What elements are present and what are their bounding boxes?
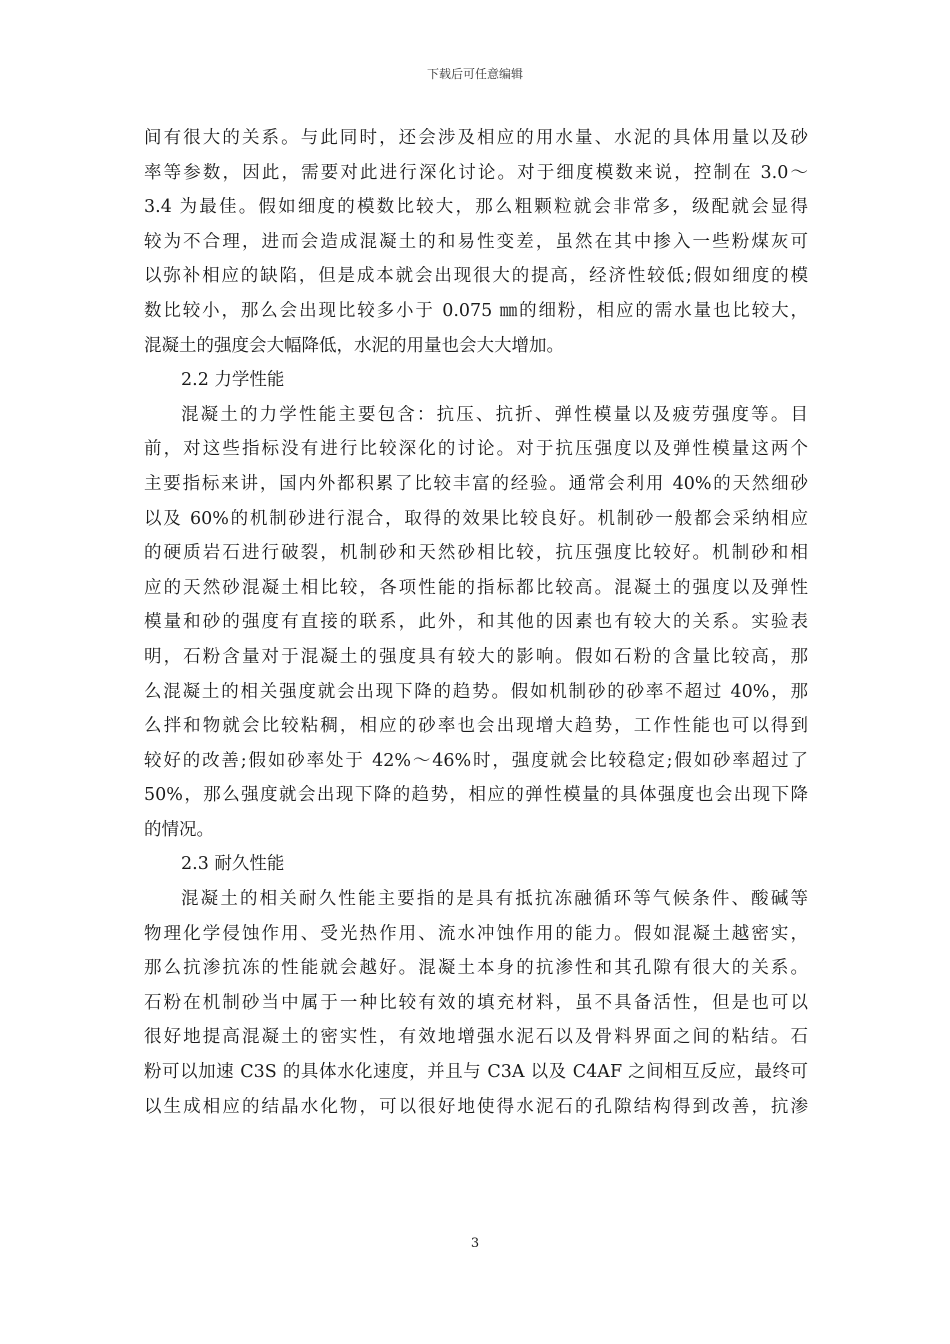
paragraph <box>144 882 808 1124</box>
text-line: 间有很大的关系。与此同时，还会涉及相应的用水量、水泥的具体用量以及砂 <box>144 128 808 148</box>
text-line: 物理化学侵蚀作用、受光热作用、流水冲蚀作用的能力。假如混凝土越密实， <box>144 923 808 944</box>
text-line: 混凝土的力学性能主要包含：抗压、抗折、弹性模量以及疲劳强度等。目 <box>181 404 808 425</box>
text-line: 么混凝土的相关强度就会出现下降的趋势。假如机制砂的砂率不超过 40%，那 <box>144 681 808 702</box>
text-line: 么拌和物就会比较粘稠，相应的砂率也会出现增大趋势，工作性能也可以得到 <box>144 716 808 737</box>
text-line: 数比较小，那么会出现比较多小于 0.075 ㎜的细粉，相应的需水量也比较大， <box>144 300 808 321</box>
text-line: 较为不合理，进而会造成混凝土的和易性变差，虽然在其中掺入一些粉煤灰可 <box>144 231 808 252</box>
text-line: 很好地提高混凝土的密实性，有效地增强水泥石以及骨料界面之间的粘结。石 <box>144 1027 808 1048</box>
text-line: 粉可以加速 C3S 的具体水化速度，并且与 C3A 以及 C4AF 之间相互反应，最终可 <box>144 1062 808 1083</box>
text-line: 以生成相应的结晶水化物，可以很好地使得水泥石的孔隙结构得到改善，抗渗 <box>144 1096 808 1117</box>
text-line: 应的天然砂混凝土相比较，各项性能的指标都比较高。混凝土的强度以及弹性 <box>144 577 808 598</box>
section-heading: 2.2 力学性能 <box>181 370 285 391</box>
text-line: 混凝土的强度会大幅降低，水泥的用量也会大大增加。 <box>144 335 564 356</box>
text-line: 明，石粉含量对于混凝土的强度具有较大的影响。假如石粉的含量比较高，那 <box>144 646 808 667</box>
text-line: 率等参数，因此，需要对此进行深化讨论。对于细度模数来说，控制在 3.0～ <box>144 162 808 183</box>
text-line: 3.4 为最佳。假如细度的模数比较大，那么粗颗粒就会非常多，级配就会显得 <box>144 197 808 218</box>
text-line: 前，对这些指标没有进行比较深化的讨论。对于抗压强度以及弹性模量这两个 <box>144 439 808 460</box>
text-line: 的情况。 <box>144 819 214 840</box>
text-line: 石粉在机制砂当中属于一种比较有效的填充材料，虽不具备活性，但是也可以 <box>144 992 808 1013</box>
document-body <box>144 121 808 1124</box>
text-line: 的硬质岩石进行破裂，机制砂和天然砂相比较，抗压强度比较好。机制砂和相 <box>144 543 808 564</box>
text-line: 主要指标来讲，国内外都积累了比较丰富的经验。通常会利用 40%的天然细砂 <box>144 473 808 494</box>
page-number: 3 <box>470 1236 480 1251</box>
text-line: 50%，那么强度就会出现下降的趋势，相应的弹性模量的具体强度也会出现下降 <box>144 785 808 806</box>
text-line: 较好的改善;假如砂率处于 42%～46%时，强度就会比较稳定;假如砂率超过了 <box>144 750 808 771</box>
paragraph <box>144 121 808 363</box>
text-line: 以弥补相应的缺陷，但是成本就会出现很大的提高，经济性较低;假如细度的模 <box>144 266 808 287</box>
section-heading: 2.3 耐久性能 <box>181 854 285 875</box>
text-line: 模量和砂的强度有直接的联系，此外，和其他的因素也有较大的关系。实验表 <box>144 612 808 633</box>
page-header: 下载后可任意编辑 <box>426 67 523 81</box>
paragraph <box>144 398 808 848</box>
text-line: 混凝土的相关耐久性能主要指的是具有抵抗冻融循环等气候条件、酸碱等 <box>181 889 808 910</box>
text-line: 以及 60%的机制砂进行混合，取得的效果比较良好。机制砂一般都会采纳相应 <box>144 508 808 529</box>
text-line: 那么抗渗抗冻的性能就会越好。混凝土本身的抗渗性和其孔隙有很大的关系。 <box>144 958 808 979</box>
